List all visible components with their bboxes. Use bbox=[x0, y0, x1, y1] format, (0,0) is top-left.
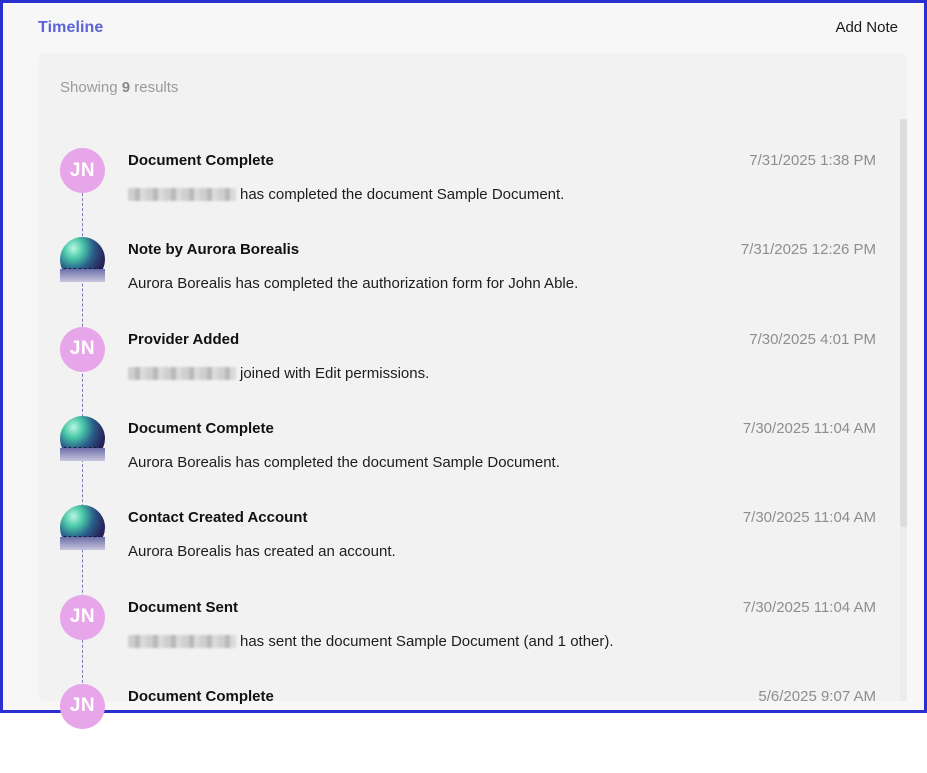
timeline-entry[interactable] bbox=[38, 237, 898, 326]
entry-timestamp: 7/31/2025 1:38 PM bbox=[749, 152, 876, 169]
entry-description bbox=[128, 186, 564, 203]
avatar-photo bbox=[60, 416, 105, 461]
entry-description-text: joined with Edit permissions. bbox=[240, 364, 430, 382]
add-note-button[interactable]: Add Note bbox=[835, 19, 898, 36]
entry-timestamp: 7/30/2025 11:04 AM bbox=[742, 419, 876, 437]
entry-timestamp: 7/31/2025 12:26 PM bbox=[740, 241, 876, 259]
entry-timestamp: 7/30/2025 4:01 PM bbox=[749, 330, 876, 348]
results-count-text bbox=[60, 79, 178, 96]
entry-description-text: has completed the document Sample Document. bbox=[240, 186, 565, 203]
scrollbar-thumb[interactable] bbox=[900, 119, 907, 527]
entry-description bbox=[128, 275, 578, 292]
redacted-name bbox=[128, 635, 236, 648]
entry-title: Document Complete bbox=[128, 419, 274, 437]
entry-description bbox=[128, 543, 396, 560]
entry-title: Provider Added bbox=[128, 330, 240, 348]
timeline-entry[interactable] bbox=[38, 148, 898, 237]
timeline-entry[interactable] bbox=[38, 416, 898, 505]
avatar-initials: JN bbox=[60, 684, 105, 729]
avatar-photo bbox=[60, 505, 105, 550]
entry-description bbox=[128, 633, 614, 650]
timeline-header bbox=[3, 3, 924, 55]
avatar-initials: JN bbox=[60, 595, 105, 640]
entry-timestamp: 5/6/2025 9:07 AM bbox=[758, 687, 876, 705]
entry-description bbox=[128, 454, 560, 471]
results-count: 9 bbox=[121, 79, 131, 96]
timeline-entry[interactable] bbox=[38, 327, 898, 416]
results-suffix: results bbox=[134, 79, 179, 96]
entry-title: Contact Created Account bbox=[128, 509, 308, 527]
entry-description-text: has sent the document Sample Document (and 1 other). bbox=[240, 632, 614, 650]
avatar-initials: JN bbox=[60, 327, 105, 372]
timeline-panel bbox=[38, 53, 907, 717]
entry-timestamp: 7/30/2025 11:04 AM bbox=[742, 598, 876, 616]
entry-title: Document Complete bbox=[128, 687, 274, 705]
entry-timestamp: 7/30/2025 11:04 AM bbox=[742, 509, 876, 527]
redacted-name bbox=[128, 367, 236, 380]
entry-title: Document Complete bbox=[128, 152, 274, 169]
avatar-initials: JN bbox=[60, 148, 105, 193]
entry-description-text: Aurora Borealis has completed the document Sample Document. bbox=[128, 453, 560, 471]
redacted-name bbox=[128, 188, 236, 201]
entry-title: Document Sent bbox=[128, 598, 239, 616]
timeline-entry[interactable] bbox=[38, 684, 898, 773]
entry-description-text: Aurora Borealis has created an account. bbox=[128, 543, 396, 561]
tab-timeline[interactable]: Timeline bbox=[38, 19, 104, 36]
timeline-entry[interactable] bbox=[38, 595, 898, 684]
avatar-photo bbox=[60, 237, 105, 282]
results-prefix: Showing bbox=[60, 79, 118, 96]
timeline-entry[interactable] bbox=[38, 505, 898, 594]
entry-description-text: Aurora Borealis has completed the authorization form for John Able. bbox=[128, 275, 579, 293]
entry-description bbox=[128, 365, 429, 382]
entry-title: Note by Aurora Borealis bbox=[128, 241, 300, 259]
